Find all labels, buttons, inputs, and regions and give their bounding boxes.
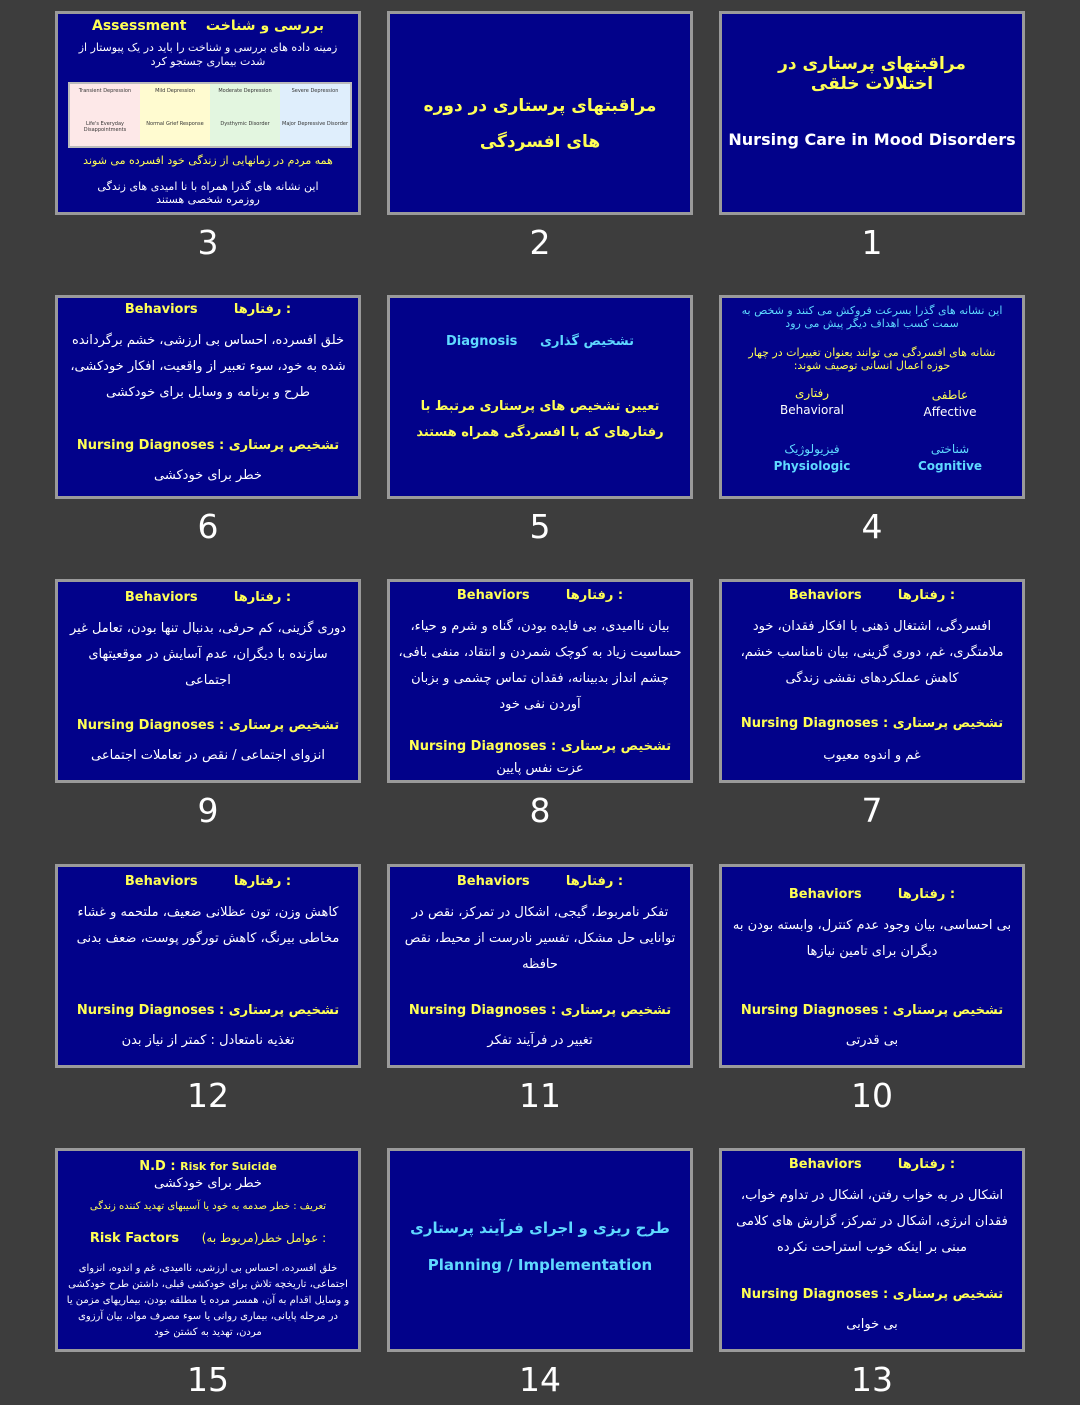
behaviors-label-fa: رفتارها :: [565, 588, 624, 603]
continuum-col-1: [70, 84, 140, 146]
slide-12-diagnosis: تغذیه نامتعادل : کمتر از نیاز بدن: [121, 1033, 295, 1048]
slide-7-canvas: [719, 579, 1025, 783]
slide-1-title-fa: مراقبتهای پرستاری در اختلالات خلقی: [778, 54, 966, 94]
continuum-col-2: [140, 84, 210, 146]
slide-3-intro: زمینه داده های بررسی و شناخت را باید در یک پیوستار از شدت بیماری جستجو کرد: [78, 41, 338, 68]
slide-3-line2: این نشانه های گذرا همراه با نا امیدی های زندگی روزمره شخصی هستند: [97, 180, 319, 206]
nursing-diagnoses-label-en: Nursing Diagnoses :: [740, 1287, 889, 1302]
slide-number-15: 15: [187, 1360, 229, 1399]
continuum-bottom-1: Life's Everyday Disappointments: [83, 121, 127, 133]
risk-for-suicide-en: Risk for Suicide: [180, 1160, 277, 1173]
slide-15-definition: تعریف : خطر صدمه به خود یا آسیبهای تهدید کننده زندگی: [89, 1201, 327, 1212]
domain-affective: [890, 388, 1010, 419]
slide-number-9: 9: [197, 791, 219, 830]
slide-4-intro1: این نشانه های گذرا بسرعت فروکش می کنند و شخص به سمت کسب اهداف دیگر پیش می رود: [741, 304, 1003, 330]
behavioral-fa: رفتاری: [795, 386, 829, 400]
slide-9-behaviors-text: دوری گزینی، کم حرفی، بدنبال تنها بودن، تعامل غیر سازنده با دیگران، عدم آسایش در موقعیتهای اجتماعی: [69, 621, 347, 688]
continuum-col-3: [210, 84, 280, 146]
slide-8-behaviors-text: بیان ناامیدی، بی فایده بودن، گناه و شرم و حیاء، حساسیت زیاد به کوچک شمردن و انتقاد، منفی بافی، چشم انداز بدبینانه، فقدان تماس چشمی و بزبان آوردن نفی خود: [398, 619, 682, 712]
slide-2-title: مراقبتهای پرستاری در دوره های افسردگی: [423, 96, 657, 152]
slide-12-canvas: [55, 864, 361, 1068]
slide-4-canvas: [719, 295, 1025, 499]
slide-number-7: 7: [861, 791, 883, 830]
behaviors-label-fa: رفتارها :: [233, 874, 292, 889]
slide-number-12: 12: [187, 1076, 229, 1115]
nursing-diagnoses-label-fa: تشخیص پرستاری: [560, 1003, 672, 1018]
slide-5-title-en: Diagnosis: [445, 334, 518, 349]
nursing-diagnoses-label-en: Nursing Diagnoses :: [76, 718, 225, 733]
slide-3-canvas: [55, 11, 361, 215]
slide-15-canvas: [55, 1148, 361, 1352]
slide-13-canvas: [719, 1148, 1025, 1352]
slide-6-canvas: [55, 295, 361, 499]
behaviors-label-fa: رفتارها :: [233, 590, 292, 605]
slide-4-intro2: نشانه های افسردگی می توانند بعنوان تغییرات در چهار حوزه اعمال انسانی توصیف شوند:: [748, 346, 996, 372]
behaviors-label-fa: رفتارها :: [897, 887, 956, 902]
slide-7-behaviors-text: افسردگی، اشتغال ذهنی با افکار فقدان، خود ملامتگری، غم، دوری گزینی، بیان نامناسب خشم، کاهش عملکردهای نقشی زندگی: [740, 619, 1004, 686]
nursing-diagnoses-label-fa: تشخیص پرستاری: [228, 718, 340, 733]
slide-6-behaviors-text: خلق افسرده، احساس بی ارزشی، خشم برگردانده شده به خود، سوء تعبیر از واقعیت، افکار خودکشی، طرح و برنامه و وسایل برای خودکشی: [70, 333, 346, 400]
domain-physiologic: [752, 442, 872, 473]
nursing-diagnoses-label-en: Nursing Diagnoses :: [76, 1003, 225, 1018]
slide-14-title-fa: طرح ریزی و اجرای فرآیند پرستاری: [410, 1219, 670, 1237]
continuum-top-1: Transient Depression: [78, 88, 132, 94]
behaviors-label-en: Behaviors: [456, 874, 530, 889]
cognitive-fa: شناختی: [930, 442, 970, 456]
behaviors-label-en: Behaviors: [456, 588, 530, 603]
behaviors-label-fa: رفتارها :: [897, 588, 956, 603]
slide-10-canvas: [719, 864, 1025, 1068]
behaviors-label-en: Behaviors: [788, 1157, 862, 1172]
nursing-diagnoses-label-fa: تشخیص پرستاری: [228, 438, 340, 453]
domain-cognitive: [890, 442, 1010, 473]
slide-12-behaviors-text: کاهش وزن، تون عظلانی ضعیف، ملتحمه و غشاء مخاطی بیرنگ، کاهش تورگور پوست، ضعف بدنی: [76, 905, 340, 946]
risk-factors-label-en: Risk Factors: [89, 1231, 180, 1246]
slide-3-line1: همه مردم در زمانهایی از زندگی خود افسرده می شوند: [83, 154, 333, 167]
slide-13-behaviors-text: اشکال در به خواب رفتن، اشکال در تداوم خواب، فقدان انرژی، اشکال در تمرکز، گزارش های کلامی مبنی بر اینکه خوب استراحت نکرده: [736, 1188, 1008, 1255]
slide-number-13: 13: [851, 1360, 893, 1399]
behaviors-label-en: Behaviors: [124, 590, 198, 605]
nursing-diagnoses-label-fa: تشخیص پرستاری: [560, 739, 672, 754]
depression-continuum-diagram: [68, 82, 352, 148]
affective-en: Affective: [923, 405, 977, 419]
slide-15-risk-factors-text: خلق افسرده، احساس بی ارزشی، ناامیدی، غم و اندوه، انزوای اجتماعی، تاریخچه تلاش برای خودکشی قبلی، داشتن طرح خودکشی و وسایل اقدام به آن، همسر مرده یا مطلقه بودن، بیماریهای مزمن یا در مرحله پایانی، بیماری روانی یا سوء مصرف مواد، بیان آرزوی مردن، تهدید به کشتن خود: [66, 1263, 350, 1338]
slide-number-11: 11: [519, 1076, 561, 1115]
nursing-diagnoses-label-fa: تشخیص پرستاری: [892, 716, 1004, 731]
slide-11-behaviors-text: تفکر نامربوط، گیجی، اشکال در تمرکز، نقص در توانایی حل مشکل، تفسیر نادرست از محیط، نقص حافظه: [404, 905, 676, 972]
slide-8-canvas: [387, 579, 693, 783]
continuum-top-3: Moderate Depression: [218, 88, 272, 94]
behaviors-label-fa: رفتارها :: [565, 874, 624, 889]
nd-label: N.D :: [139, 1159, 176, 1174]
slide-3-title-fa: بررسی و شناخت: [205, 18, 324, 34]
slide-7-diagnosis: غم و اندوه معیوب: [823, 748, 921, 763]
slide-9-diagnosis: انزوای اجتماعی / نقص در تعاملات اجتماعی: [91, 748, 325, 763]
slide-8-diagnosis: عزت نفس پایین: [496, 761, 584, 776]
nursing-diagnoses-label-en: Nursing Diagnoses :: [740, 716, 889, 731]
cognitive-en: Cognitive: [917, 459, 983, 473]
domain-behavioral: [752, 386, 872, 417]
slide-3-title-en: Assessment: [92, 18, 187, 34]
slide-11-diagnosis: تغییر در فرآیند تفکر: [487, 1033, 593, 1048]
nursing-diagnoses-label-fa: تشخیص پرستاری: [892, 1003, 1004, 1018]
continuum-col-4: [280, 84, 350, 146]
slide-6-diagnosis: خطر برای خودکشی: [154, 468, 262, 483]
slide-number-10: 10: [851, 1076, 893, 1115]
slide-11-canvas: [387, 864, 693, 1068]
behaviors-label-fa: رفتارها :: [233, 302, 292, 317]
slide-1-title-en: Nursing Care in Mood Disorders: [728, 130, 1016, 149]
continuum-bottom-4: Major Depressive Disorder: [282, 121, 348, 127]
slide-10-diagnosis: بی قدرتی: [845, 1033, 899, 1048]
slide-number-8: 8: [529, 791, 551, 830]
slide-5-body: تعیین تشخیص های پرستاری مرتبط با رفتارهای که با افسردگی همراه هستند: [416, 399, 664, 440]
nursing-diagnoses-label-fa: تشخیص پرستاری: [228, 1003, 340, 1018]
risk-factors-label-fa: عوامل خطر(مربوط به) :: [201, 1231, 327, 1245]
nursing-diagnoses-label-en: Nursing Diagnoses :: [740, 1003, 889, 1018]
behaviors-label-fa: رفتارها :: [897, 1157, 956, 1172]
nursing-diagnoses-label-fa: تشخیص پرستاری: [892, 1287, 1004, 1302]
behavioral-en: Behavioral: [780, 403, 844, 417]
behaviors-label-en: Behaviors: [124, 302, 198, 317]
continuum-bottom-2: Normal Grief Response: [146, 121, 204, 127]
slide-14-canvas: [387, 1148, 693, 1352]
continuum-bottom-3: Dysthymic Disorder: [220, 121, 270, 127]
nursing-diagnoses-label-en: Nursing Diagnoses :: [76, 438, 225, 453]
slide-1-canvas: [719, 11, 1025, 215]
slide-number-3: 3: [197, 223, 219, 262]
slide-number-5: 5: [529, 507, 551, 546]
slide-number-4: 4: [861, 507, 883, 546]
affective-fa: عاطفی: [931, 388, 969, 402]
continuum-top-4: Severe Depression: [291, 88, 339, 94]
physiologic-fa: فیزیولوژیک: [784, 442, 840, 456]
behaviors-label-en: Behaviors: [788, 887, 862, 902]
slide-9-canvas: [55, 579, 361, 783]
slide-number-1: 1: [861, 223, 883, 262]
slide-number-14: 14: [519, 1360, 561, 1399]
behaviors-label-en: Behaviors: [788, 588, 862, 603]
slide-13-diagnosis: بی خوابی: [846, 1317, 898, 1332]
behaviors-label-en: Behaviors: [124, 874, 198, 889]
continuum-top-2: Mild Depression: [155, 88, 195, 94]
nursing-diagnoses-label-en: Nursing Diagnoses :: [408, 1003, 557, 1018]
nursing-diagnoses-label-en: Nursing Diagnoses :: [408, 739, 557, 754]
slide-14-title-en: Planning / Implementation: [427, 1256, 653, 1274]
physiologic-en: Physiologic: [773, 459, 851, 473]
slide-10-behaviors-text: بی احساسی، بیان وجود عدم کنترل، وابسته بودن به دیگران برای تامین نیازها: [732, 918, 1012, 959]
slide-number-2: 2: [529, 223, 551, 262]
slide-number-6: 6: [197, 507, 219, 546]
risk-for-suicide-fa: خطر برای خودکشی: [154, 1176, 262, 1191]
slide-5-canvas: [387, 295, 693, 499]
slide-2-canvas: [387, 11, 693, 215]
slide-5-title-fa: تشخیص گذاری: [540, 334, 635, 349]
